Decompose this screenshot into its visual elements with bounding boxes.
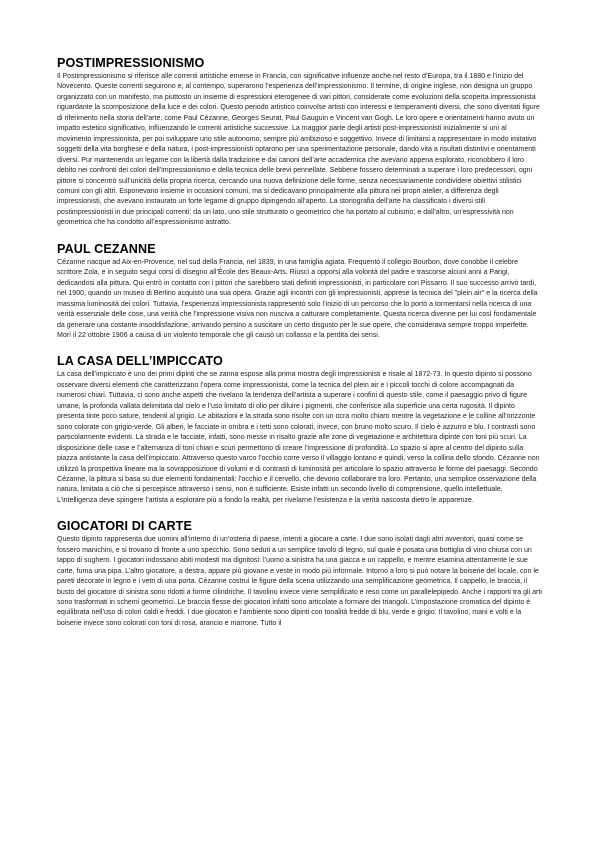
section-title: LA CASA DELL’IMPICCATO [57,354,223,369]
section-la-casa-dell-impiccato [57,354,543,506]
section-body: Cézanne nacque ad Aix-en-Provence, nel sud della Francia, nel 1839, in una famiglia agiata. Frequentò il collegio Bourbon, dove conobbe il celebre scrittore Zola, e in seguito segui corsi di disegno all’École des Beaux-Arts. Riuscì a opporsi alla volontà del padre e trascorse alcuni anni a Parigi, dedicandosi alla pittura. Qui entrò in contatto con i pittori che sarebbero stati definiti impressionisti, in particolare con Pissarro. Il suo successo arrivò tardi, nel 1900, quando un museo di Berlino acquistò una sua opera. Grazie agli incontri con gli impressionisti, apprese la tecnica del "plein air" e la ricerca della massima luminosità dei colori. Tuttavia, l’esperienza impressionista rappresentò solo l’inizio di un percorso che lo portò a tormentarsi nella ricerca di una verità essenziale delle cose, una verità che l’impressione visiva non riusciva a catturare completamente. Questa ricerca divenne per lui così fondamentale da generare una costante insoddisfazione, arrivando persino a suscitare un certo disgusto per le sue opere, che considerava sempre troppo imperfette. Morì il 22 ottobre 1906 a causa di un violento temporale che gli causò un collasso e la perdita dei sensi. [57,258,538,339]
section-title: GIOCATORI DI CARTE [57,519,192,534]
section-title: POSTIMPRESSIONISMO [57,56,205,70]
section-title: PAUL CEZANNE [57,241,156,256]
section-postimpressionismo [57,56,543,229]
section-giocatori-di-carte [57,519,543,629]
document-page [57,56,543,629]
section-body: Il Postimpressionismo si riferisce alle correnti artistiche emerse in Francia, con significative influenze anche nel resto d’Europa, tra il 1880 e l’inizio del Novecento. Queste correnti seguirono e, al contempo, superarono l’esperienza dell’impressionismo. Il termine, di origine inglese, non designa un gruppo organizzato con un manifesto, ma piuttosto un insieme di espressioni eterogenee di vari pittori, considerate come evoluzioni della scoperta impressionista riguardante la scomposizione della luce e dei colori. Questo periodo artistico coinvolse artisti con interessi e temperamenti diversi, che sono diventati figure di riferimento nella storia dell’arte, come Paul Cézanne, Georges Seurat, Paul Gauguin e Vincent van Gogh. Le loro opere e orientamenti hanno avuto un impatto estetico significativo, influenzando le correnti artistiche successive. La maggior parte degli artisti post-impressionisti inizialmente si unì al movimento impressionista, per poi sviluppare uno stile autonomo, sempre più ambizioso e soggettivo. Invece di limitarsi a rappresentare in modo imitativo soggetti della vita borghese e della natura, i post-impressionisti optarono per una sperimentazione personale, dando vita a risultati distintivi e orientamenti diversi. Pur mantenendo un legame con la libertà dalla tradizione e dai canoni dell’arte accademica che avevano appena esplorato, riconobbero il loro debito nei confronti dei colori dell’impressionismo e della tecnica delle brevi pennellate. Sebbene fossero determinati a superare i loro predecessori, ogni pittore si concentrò sull’unicità della propria ricerca, cercando una nuova definizione delle forme, senza necessariamente condividere obiettivi stilistici comuni con gli altri. Esponevano insieme in occasioni comuni, ma si dedicavano principalmente alla pittura nei propri atelier, a differenza degli impressionisti, che avevano instaurato un forte legame di gruppo dipingendo all’aperto. La storiografia dell’arte ha classificato i diversi stili postimpressionisti in due principali correnti: da un lato, uno stile strutturato o geometrico che ha portato al cubismo, e dall’altro, un’espressività non geometrica che ha condotto all’espressionismo astratto. [57,73,540,227]
section-paul-cezanne [57,242,543,342]
section-body: Questo dipinto rappresenta due uomini all’interno di un’osteria di paese, intenti a giocare a carte. I due sono isolati dagli altri avventori, quasi come se fossero manichini, e si trovano di fronte a uno specchio. Sono seduti a un semplice tavolo di legno, sul quale è posata una bottiglia di vino chiusa con un tappo di sughero. I giocatori indossano abiti modesti ma dignitosi: l’uomo a sinistra ha una giacca e un cappello, e mentre esamina attentamente le sue carte, fuma una pipa. L’altro giocatore, a destra, appare più giovane e veste in modo più informale. Intorno a loro si può notare la boiserie del locale, con le pareti decorate in legno e i vetri di una porta. Cézanne costruì le figure della scena utilizzando una semplificazione geometrica. Il cappello, le braccia, il busto del giocatore di sinistra sono ridotti a forme cilindriche. Il tavolino invece viene semplificato e reso come un parallelepipedo. Anche i rapporti tra gli arti sono trasformati in schemi geometrici. Le braccia flesse dei giocatori infatti sono articolate a formare dei triangoli. L’impostazione cromatica del dipinto è equilibrata nell’uso di colori caldi e freddi. I due giocatori e l’ambiente sono dipinti con tonalità fredde di blu, verde e grigio. Il tavolino, mani e volti e la boiserie invece sono colorati con toni di rosa, arancio e marrone. Tutto il [57,536,542,627]
section-body: La casa dell’impiccato è uno dei primi dipinti che se zanna espose alla prima mostra degli impressionisti e risale al 1872-73. In questo dipinto si possono osservare diversi elementi che caratterizzano l’opera come impressionista, come la tecnica del plein air e i piccoli tocchi di colore accompagnati da numerosi chiari. Tuttavia, ci sono anche aspetti che rivelano la tendenza dell’artista a superare i confini di questo stile, come il paesaggio privo di figure umane, la profonda vallata delimitata dal cielo e l’uso limitato di olio per diluire i pigmenti, che conferisce alla superficie una certa rugosità. Il dipinto presenta tinte poco sature, tendenti al grigio. Le abitazioni e la strada sono risolte con un ocra molto chiaro mentre la vegetazione e le colline all’orizzonte sono colorate con grigio-verde. Gli alberi, le facciate in ombra e i tetti sono colorati, invece, con bruno molto scuro. Il cielo è azzurro e blu. I contrasti sono particolarmente evidenti. La strada e le facciate, infatti, sono messe in risalto grazie alle zone di vegetazione e architettura dipinte con toni più scuri. La disposizione delle case e l’alternanza di toni chiari e scuri permettono di creare l’impressione di profondità. Lo spazio si apre al centro del dipinto sulla piazza antistante la casa dell’impiccato. Attraverso questo varco l’occhio corre verso il villaggio lontano e quindi, verso la collina dello sfondo. Cézanne non utilizzò la prospettiva lineare ma la sovrapposizione di volumi e di contrasti di luminosità per articolare lo spazio attraverso le forme del paesaggi. Secondo Cézanne, la pittura si basa su due elementi fondamentali: l’occhio e il cervello, che devono collaborare tra loro. Pertanto, una semplice osservazione della natura, limitata a ciò che si percepisce attraverso i sensi, non è sufficiente. Esiste infatti un secondo livello di comprensione, quello intellettuale. L’intelligenza deve spingere l’artista a esplorare più a fondo la realtà, per rivelarne l’esistenza e la verità nascosta dietro le apparenze. [57,371,540,504]
